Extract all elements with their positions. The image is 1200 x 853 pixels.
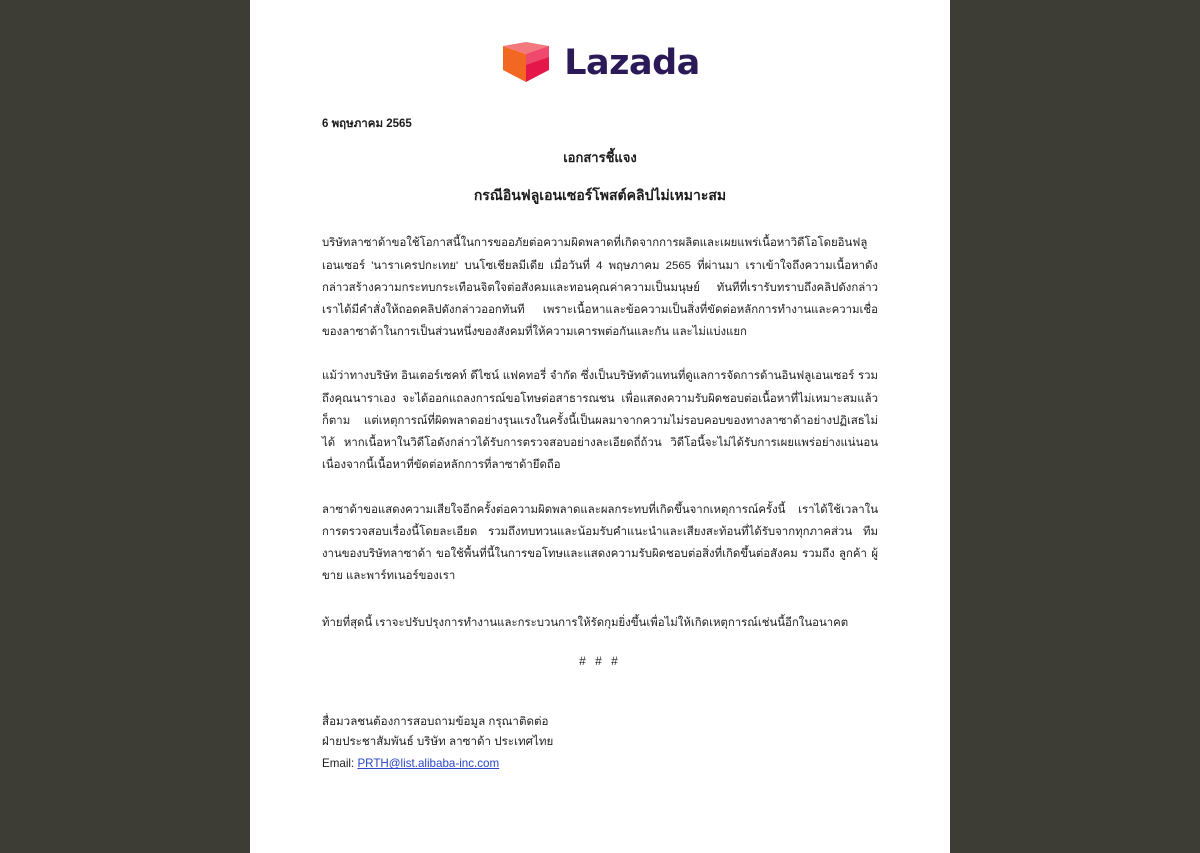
end-of-release-marks: # # # [579,653,621,668]
brand-wordmark: Lazada [564,42,700,83]
page-subtitle: กรณีอินฟลูเอนเซอร์โพสต์คลิปไม่เหมาะสม [473,187,727,204]
document-heading [322,148,878,207]
email-label: Email: [322,757,358,771]
contact-email-line [322,754,878,774]
document-date: 6 พฤษภาคม 2565 [322,118,412,130]
paragraph-2: แม้ว่าทางบริษัท อินเตอร์เซคท์ ดีไซน์ แฟคทอรี่ จำกัด ซึ่งเป็นบริษัทตัวแทนที่ดูแลการจัดการด้านอินฟลูเอนเซอร์ รวมถึงคุณนาราเอง จะได้ออกแถลงการณ์ขอโทษต่อสาธารณชน เพื่อแสดงความรับผิดชอบต่อเนื้อหาที่ไม่เหมาะสมแล้วก็ตาม แต่เหตุการณ์ที่ผิดพลาดอย่างรุนแรงในครั้งนี้เป็นผลมาจากความไม่รอบคอบของทางลาซาด้าอย่างปฏิเสธไม่ได้ หากเนื้อหาในวิดีโอดังกล่าวได้รับการตรวจสอบอย่างละเอียดถี่ถ้วน วิดีโอนี้จะไม่ได้รับการเผยแพร่อย่างแน่นอน เนื่องจากนี้เนื้อหาที่ขัดต่อหลักการที่ลาซาด้ายึดถือ [322,370,878,472]
brand-logo [322,0,878,84]
contact-line-2: ฝ่ายประชาสัมพันธ์ บริษัท ลาซาด้า ประเทศไทย [322,735,554,749]
page-title: เอกสารชี้แจง [563,149,637,165]
email-link[interactable]: PRTH@list.alibaba-inc.com [357,757,500,771]
contact-block [322,712,878,775]
document-page [250,0,950,853]
contact-line-1: สื่อมวลชนต้องการสอบถามข้อมูล กรุณาติดต่อ [322,714,549,728]
lazada-heart-bag-logo-icon [500,40,554,84]
paragraph-1: บริษัทลาซาด้าขอใช้โอกาสนี้ในการขออภัยต่อความผิดพลาดที่เกิดจากการผลิตและเผยแพร่เนื้อหาวิดีโอโดยอินฟลูเอนเซอร์ 'นาราเครปกะเทย' บนโซเชียลมีเดีย เมื่อวันที่ 4 พฤษภาคม 2565 ที่ผ่านมา เราเข้าใจถึงความเนื้อหาดังกล่าวสร้างความกระทบกระเทือนจิตใจต่อสังคมและทอนคุณค่าความเป็นมนุษย์ ทันทีที่เรารับทราบถึงคลิปดังกล่าว เราได้มีคำสั่งให้ถอดคลิปดังกล่าวออกทันที เพราะเนื้อหาและข้อความเป็นสิ่งที่ขัดต่อหลักการทำงานและความเชื่อของลาซาด้าในการเป็นส่วนหนึ่งของสังคมที่ให้ความเคารพต่อกันและกัน และไม่แบ่งแยก [322,237,878,339]
paragraph-3: ลาซาด้าขอแสดงความเสียใจอีกครั้งต่อความผิดพลาดและผลกระทบที่เกิดขึ้นจากเหตุการณ์ครั้งนี้ เราได้ใช้เวลาในการตรวจสอบเรื่องนี้โดยละเอียด รวมถึงทบทวนและน้อมรับคำแนะนำและเสียงสะท้อนที่ได้รับจากทุกภาคส่วน ทีมงานของบริษัทลาซาด้า ขอใช้พื้นที่นี้ในการขอโทษและแสดงความรับผิดชอบต่อสิ่งที่เกิดขึ้นต่อสังคม รวมถึง ลูกค้า ผู้ขาย และพาร์ทเนอร์ของเรา [322,503,878,583]
paragraph-4: ท้ายที่สุดนี้ เราจะปรับปรุงการทำงานและกระบวนการให้รัดกุมยิ่งขึ้นเพื่อไม่ให้เกิดเหตุการณ์เช่นนี้อีกในอนาคต [322,616,849,629]
